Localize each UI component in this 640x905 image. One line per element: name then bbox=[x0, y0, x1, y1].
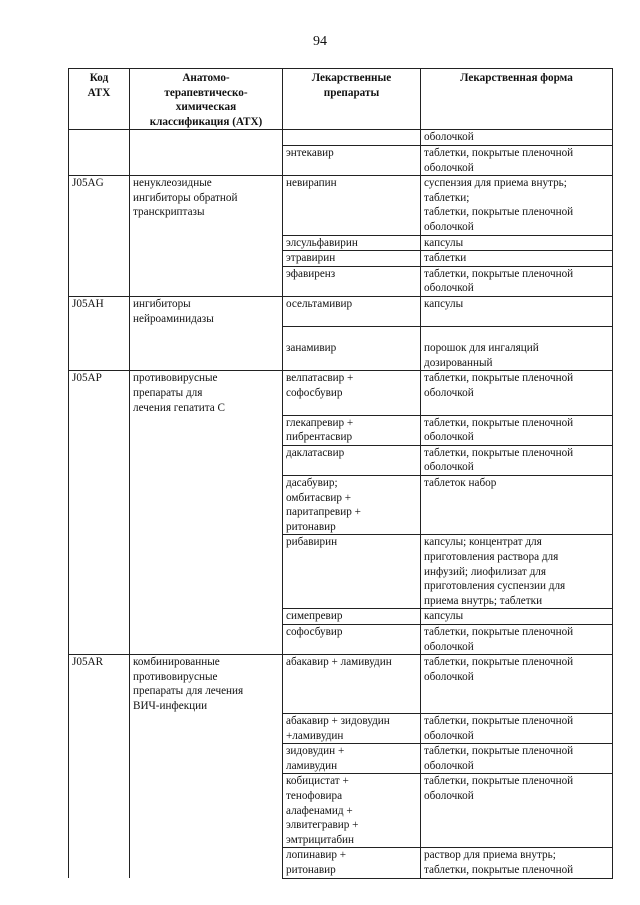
table-row bbox=[69, 609, 613, 625]
drug-cell: эфавиренз bbox=[283, 266, 421, 296]
classification-cell bbox=[130, 145, 283, 175]
header-drugs: Лекарственные препараты bbox=[283, 69, 421, 130]
dosage-form-cell: таблетки, покрытые пленочной оболочкой bbox=[421, 714, 613, 744]
classification-cell: комбинированные противовирусные препараты для лечения ВИЧ-инфекции bbox=[130, 655, 283, 714]
dosage-form-cell: таблетки, покрытые пленочной оболочкой bbox=[421, 371, 613, 415]
atx-drug-table bbox=[68, 68, 613, 879]
drug-cell: софосбувир bbox=[283, 624, 421, 654]
classification-cell bbox=[130, 714, 283, 744]
dosage-form-cell: суспензия для приема внутрь; таблетки; таблетки, покрытые пленочной оболочкой bbox=[421, 176, 613, 235]
classification-cell bbox=[130, 326, 283, 371]
drug-cell: кобицистат + тенофовира алафенамид + элвитегравир + эмтрицитабин bbox=[283, 774, 421, 848]
classification-cell bbox=[130, 774, 283, 848]
atx-code-cell bbox=[69, 130, 130, 146]
classification-cell bbox=[130, 609, 283, 625]
classification-cell bbox=[130, 744, 283, 774]
dosage-form-cell: таблетки, покрытые пленочной оболочкой bbox=[421, 655, 613, 714]
dosage-form-cell: таблетки, покрытые пленочной оболочкой bbox=[421, 744, 613, 774]
atx-code-cell bbox=[69, 251, 130, 267]
table-header-row bbox=[69, 69, 613, 130]
dosage-form-cell: таблетки, покрытые пленочной оболочкой bbox=[421, 266, 613, 296]
classification-cell bbox=[130, 251, 283, 267]
drug-cell: невирапин bbox=[283, 176, 421, 235]
table-row bbox=[69, 744, 613, 774]
dosage-form-cell: капсулы bbox=[421, 235, 613, 251]
atx-code-cell bbox=[69, 235, 130, 251]
table-body bbox=[69, 130, 613, 878]
drug-cell: абакавир + зидовудин +ламивудин bbox=[283, 714, 421, 744]
dosage-form-cell: таблетки, покрытые пленочной оболочкой bbox=[421, 624, 613, 654]
dosage-form-cell: капсулы bbox=[421, 296, 613, 326]
drug-cell: даклатасвир bbox=[283, 445, 421, 475]
dosage-form-cell: таблетки, покрытые пленочной оболочкой bbox=[421, 415, 613, 445]
classification-cell: противовирусные препараты для лечения гепатита C bbox=[130, 371, 283, 415]
classification-cell bbox=[130, 235, 283, 251]
table-row bbox=[69, 714, 613, 744]
atx-code-cell bbox=[69, 774, 130, 848]
classification-cell bbox=[130, 130, 283, 146]
classification-cell bbox=[130, 445, 283, 475]
dosage-form-cell: таблетки, покрытые пленочной оболочкой bbox=[421, 445, 613, 475]
atx-code-cell bbox=[69, 476, 130, 535]
dosage-form-cell: таблетки bbox=[421, 251, 613, 267]
table-row bbox=[69, 326, 613, 371]
classification-cell bbox=[130, 476, 283, 535]
page-number: 94 bbox=[313, 34, 327, 49]
table-row bbox=[69, 848, 613, 878]
header-classification: Анатомо- терапевтическо- химическая классификация (АТХ) bbox=[130, 69, 283, 130]
atx-code-cell bbox=[69, 266, 130, 296]
table-row bbox=[69, 235, 613, 251]
dosage-form-cell: таблетки, покрытые пленочной оболочкой bbox=[421, 774, 613, 848]
atx-code-cell bbox=[69, 714, 130, 744]
atx-code-cell: J05AP bbox=[69, 371, 130, 415]
table-row bbox=[69, 145, 613, 175]
dosage-form-cell: капсулы; концентрат для приготовления раствора для инфузий; лиофилизат для приготовления суспензии для приема внутрь; таблетки bbox=[421, 535, 613, 609]
atx-code-cell bbox=[69, 326, 130, 371]
atx-code-cell bbox=[69, 624, 130, 654]
drug-cell: занамивир bbox=[283, 326, 421, 371]
table-row bbox=[69, 655, 613, 714]
header-form: Лекарственная форма bbox=[421, 69, 613, 130]
drug-cell: глекапревир + пибрентасвир bbox=[283, 415, 421, 445]
table-row bbox=[69, 371, 613, 415]
dosage-form-cell: порошок для ингаляций дозированный bbox=[421, 326, 613, 371]
table-row bbox=[69, 130, 613, 146]
table-row bbox=[69, 176, 613, 235]
atx-code-cell bbox=[69, 744, 130, 774]
drug-cell: энтекавир bbox=[283, 145, 421, 175]
drug-cell bbox=[283, 130, 421, 146]
table-row bbox=[69, 296, 613, 326]
dosage-form-cell: оболочкой bbox=[421, 130, 613, 146]
atx-code-cell: J05AG bbox=[69, 176, 130, 235]
table-row bbox=[69, 535, 613, 609]
table-row bbox=[69, 476, 613, 535]
header-code: Код АТХ bbox=[69, 69, 130, 130]
atx-code-cell: J05AH bbox=[69, 296, 130, 326]
dosage-form-cell: раствор для приема внутрь; таблетки, покрытые пленочной bbox=[421, 848, 613, 878]
drug-cell: лопинавир + ритонавир bbox=[283, 848, 421, 878]
classification-cell: ингибиторы нейроаминидазы bbox=[130, 296, 283, 326]
atx-code-cell bbox=[69, 609, 130, 625]
dosage-form-cell: капсулы bbox=[421, 609, 613, 625]
table-row bbox=[69, 445, 613, 475]
drug-cell: осельтамивир bbox=[283, 296, 421, 326]
atx-code-cell bbox=[69, 445, 130, 475]
classification-cell bbox=[130, 415, 283, 445]
drug-cell: этравирин bbox=[283, 251, 421, 267]
table-row bbox=[69, 251, 613, 267]
drug-cell: велпатасвир + софосбувир bbox=[283, 371, 421, 415]
drug-cell: зидовудин + ламивудин bbox=[283, 744, 421, 774]
classification-cell: ненуклеозидные ингибиторы обратной транскриптазы bbox=[130, 176, 283, 235]
dosage-form-cell: таблеток набор bbox=[421, 476, 613, 535]
table-row bbox=[69, 774, 613, 848]
drug-cell: симепревир bbox=[283, 609, 421, 625]
atx-code-cell bbox=[69, 848, 130, 878]
table-row bbox=[69, 266, 613, 296]
atx-code-cell bbox=[69, 145, 130, 175]
drug-cell: рибавирин bbox=[283, 535, 421, 609]
drug-cell: элсульфавирин bbox=[283, 235, 421, 251]
classification-cell bbox=[130, 266, 283, 296]
atx-code-cell: J05AR bbox=[69, 655, 130, 714]
classification-cell bbox=[130, 535, 283, 609]
dosage-form-cell: таблетки, покрытые пленочной оболочкой bbox=[421, 145, 613, 175]
classification-cell bbox=[130, 848, 283, 878]
drug-cell: дасабувир; омбитасвир + паритапревир + ритонавир bbox=[283, 476, 421, 535]
classification-cell bbox=[130, 624, 283, 654]
table-row bbox=[69, 415, 613, 445]
atx-code-cell bbox=[69, 535, 130, 609]
atx-code-cell bbox=[69, 415, 130, 445]
table-row bbox=[69, 624, 613, 654]
drug-cell: абакавир + ламивудин bbox=[283, 655, 421, 714]
